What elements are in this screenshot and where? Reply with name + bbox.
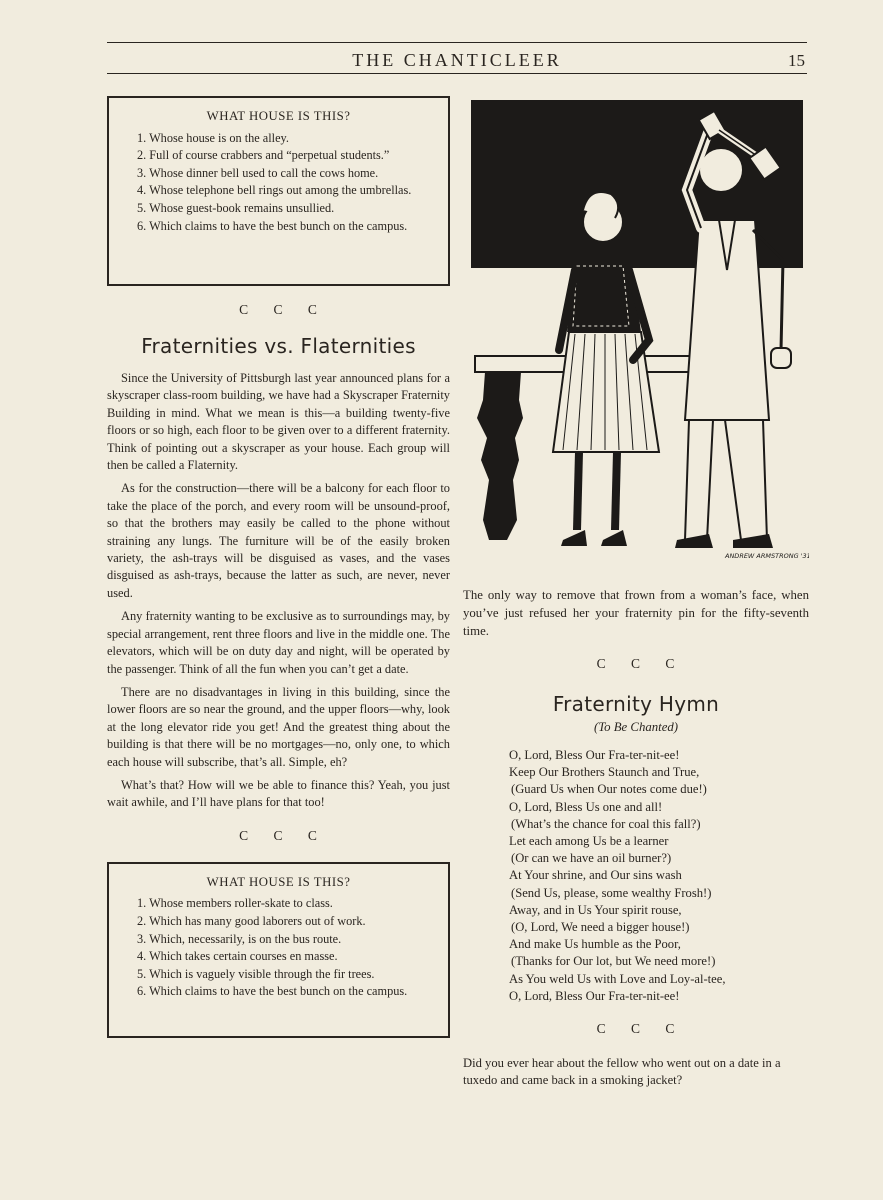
list-item: 2. Full of course crabbers and “perpetual students.” xyxy=(137,148,390,163)
list-item: 1. Whose members roller-skate to class. xyxy=(137,896,333,911)
article-paragraph: Any fraternity wanting to be exclusive as to surroundings may, by special arrangement, rent three floors and live in the middle one. The elevators, which will be on duty day and night, will be operated by the passenger. Think of all the fun when you can’t get a date. xyxy=(107,609,450,676)
list-item: 4. Whose telephone bell rings out among the umbrellas. xyxy=(137,183,412,198)
quiz-box-2-title: WHAT HOUSE IS THIS? xyxy=(206,874,351,889)
masthead-title: THE CHANTICLEER xyxy=(352,50,562,70)
hymn-line: Away, and in Us Your spirit rouse, xyxy=(509,902,682,917)
page-number: 15 xyxy=(788,51,805,70)
article-title: Fraternities vs. Flaternities xyxy=(141,334,416,358)
list-item: 3. Which, necessarily, is on the bus route. xyxy=(137,931,342,946)
hymn-line: (Or can we have an oil burner?) xyxy=(511,851,672,866)
hymn-line: (What’s the chance for coal this fall?) xyxy=(511,816,701,831)
quiz-box-1-list xyxy=(123,130,434,236)
list-item: 6. Which claims to have the best bunch on the campus. xyxy=(137,984,408,999)
article-body xyxy=(107,370,450,812)
hymn-line: (O, Lord, We need a bigger house!) xyxy=(511,920,690,935)
quiz-box-2 xyxy=(107,862,450,1038)
hymn-line: O, Lord, Bless Our Fra-ter-nit-ee! xyxy=(509,988,680,1003)
hymn-line: O, Lord, Bless Us one and all! xyxy=(509,799,663,814)
cartoon-drawing xyxy=(463,100,809,578)
cartoon-illustration xyxy=(463,100,809,578)
header-rule-bottom xyxy=(107,73,807,74)
separator: C C C xyxy=(239,302,318,317)
separator: C C C xyxy=(596,1021,676,1037)
article-paragraph: Since the University of Pittsburgh last year announced plans for a skyscraper class-room building, we have had a Skyscraper Fraternity Building in mind. What we mean is this—a building twenty-five floors or so high, each floor to be given over to a different fraternity. Think of pointing out a skyscraper as your house. Each group will then be called a Flaternity. xyxy=(107,371,450,473)
quiz-box-1 xyxy=(107,96,450,286)
cartoon-caption: The only way to remove that frown from a woman’s face, when you’ve just refused her your fraternity pin for the fifty-seventh time. xyxy=(463,588,809,638)
hymn-line: (Thanks for Our lot, but We need more!) xyxy=(511,954,716,969)
left-column xyxy=(107,96,450,1038)
artist-signature: ANDREW ARMSTRONG '31 xyxy=(725,552,809,560)
hymn-line: As You weld Us with Love and Loy-al-tee, xyxy=(509,971,726,986)
quiz-box-1-title: WHAT HOUSE IS THIS? xyxy=(206,109,351,123)
article-paragraph: There are no disadvantages in living in this building, since the lower floors are so near the ground, and the upper floors—why, look at the long elevator ride you get! And the greatest thing about the building is that there will be no mortgages—no, only one, to which each house will subscribe, that’s all. Simple, eh? xyxy=(107,684,450,769)
hymn-line: Keep Our Brothers Staunch and True, xyxy=(509,765,700,780)
right-column xyxy=(463,100,809,1090)
separator: C C C xyxy=(596,656,676,671)
quiz-box-2-list xyxy=(123,895,434,1001)
separator: C C C xyxy=(239,827,318,843)
closing-joke: Did you ever hear about the fellow who went out on a date in a tuxedo and came back in a smoking jacket? xyxy=(463,1056,781,1088)
article-paragraph: What’s that? How will we be able to finance this? Yeah, you just wait awhile, and I’ll have plans for that too! xyxy=(107,777,450,810)
header-rule-top xyxy=(107,42,807,43)
hymn-line: And make Us humble as the Poor, xyxy=(509,937,681,952)
list-item: 4. Which takes certain courses en masse. xyxy=(137,949,338,964)
list-item: 1. Whose house is on the alley. xyxy=(137,130,289,145)
hymn-line: (Guard Us when Our notes come due!) xyxy=(511,782,707,797)
hymn-line: Let each among Us be a learner xyxy=(509,834,669,849)
list-item: 5. Which is vaguely visible through the fir trees. xyxy=(137,966,375,981)
list-item: 6. Which claims to have the best bunch on the campus. xyxy=(137,218,408,233)
hymn-line: O, Lord, Bless Our Fra-ter-nit-ee! xyxy=(509,748,680,762)
article-paragraph: As for the construction—there will be a balcony for each floor to take the place of the porch, and every room will be unsound-proof, so that the brothers may easily be called to the phone without straining any lungs. The furniture will be of the easily broken variety, the ash-trays will be disguised as vases, and the vases disguised as ash-trays, because the latter as such, are never, never used. xyxy=(107,481,450,600)
list-item: 5. Whose guest-book remains unsullied. xyxy=(137,200,335,215)
hymn-title: Fraternity Hymn xyxy=(552,692,720,716)
hymn-line: (Send Us, please, some wealthy Frosh!) xyxy=(511,885,712,900)
hymn-line: At Your shrine, and Our sins wash xyxy=(509,868,682,883)
list-item: 2. Which has many good laborers out of work. xyxy=(137,913,366,928)
hymn-subtitle: (To Be Chanted) xyxy=(593,720,679,734)
hymn-verse xyxy=(463,747,809,1005)
list-item: 3. Whose dinner bell used to call the cows home. xyxy=(137,165,379,180)
